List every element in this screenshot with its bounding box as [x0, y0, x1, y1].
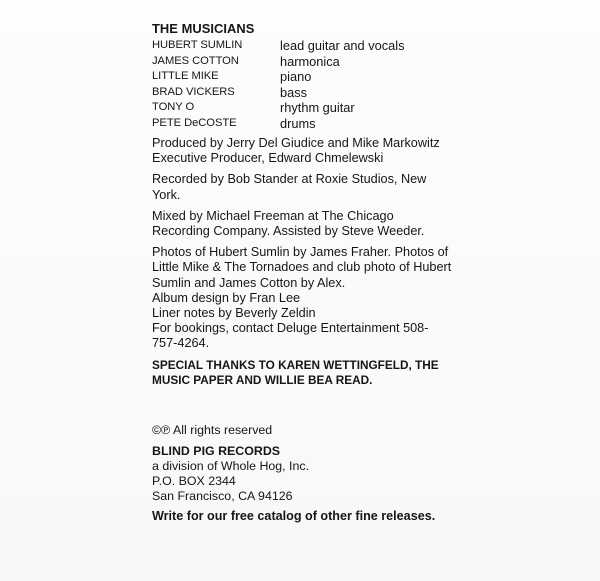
label-po-box: P.O. BOX 2344: [152, 473, 236, 488]
musician-role: drums: [280, 115, 316, 131]
musician-name: HUBERT SUMLIN: [152, 39, 243, 52]
musicians-list: [152, 38, 452, 131]
rights-notice: ©℗ All rights reserved: [152, 422, 273, 437]
label-division: a division of Whole Hog, Inc.: [152, 458, 310, 473]
musician-name: TONY O: [152, 101, 195, 114]
musician-name: LITTLE MIKE: [152, 70, 219, 83]
mixing-credit: Mixed by Michael Freeman at The Chicago Recording Company. Assisted by Steve Weeder.: [152, 208, 425, 238]
booking-contact: For bookings, contact Deluge Entertainment 508-757-4264.: [152, 321, 429, 351]
liner-notes-credit: Liner notes by Beverly Zeldin: [152, 305, 316, 320]
label-address: [152, 444, 452, 504]
recording-credit: Recorded by Bob Stander at Roxie Studios, New York.: [152, 172, 427, 202]
label-name: BLIND PIG RECORDS: [152, 443, 281, 458]
design-credit: Album design by Fran Lee: [152, 290, 301, 305]
musicians-heading: THE MUSICIANS: [152, 21, 255, 36]
musician-name: BRAD VICKERS: [152, 85, 235, 98]
musician-role: harmonica: [280, 53, 340, 69]
musician-role: piano: [280, 69, 312, 85]
musician-name: PETE DeCOSTE: [152, 116, 237, 129]
special-thanks: SPECIAL THANKS TO KAREN WETTINGFELD, THE MUSIC PAPER AND WILLIE BEA READ.: [152, 357, 439, 387]
musician-role: bass: [280, 84, 308, 100]
executive-producer-credit: Executive Producer, Edward Chmelewski: [152, 151, 384, 166]
musician-role: lead guitar and vocals: [280, 38, 405, 54]
musician-role: rhythm guitar: [280, 100, 355, 116]
label-city: San Francisco, CA 94126: [152, 489, 293, 504]
producer-credit: Produced by Jerry Del Giudice and Mike Markowitz: [152, 135, 440, 150]
musician-name: JAMES COTTON: [152, 54, 239, 67]
photo-credit: Photos of Hubert Sumlin by James Fraher. Photos of Little Mike & The Tornadoes and club photo of Hubert Sumlin and James Cotton by Alex.: [152, 245, 452, 290]
liner-notes-content: [152, 21, 452, 524]
catalog-note: Write for our free catalog of other fine releases.: [152, 509, 436, 524]
